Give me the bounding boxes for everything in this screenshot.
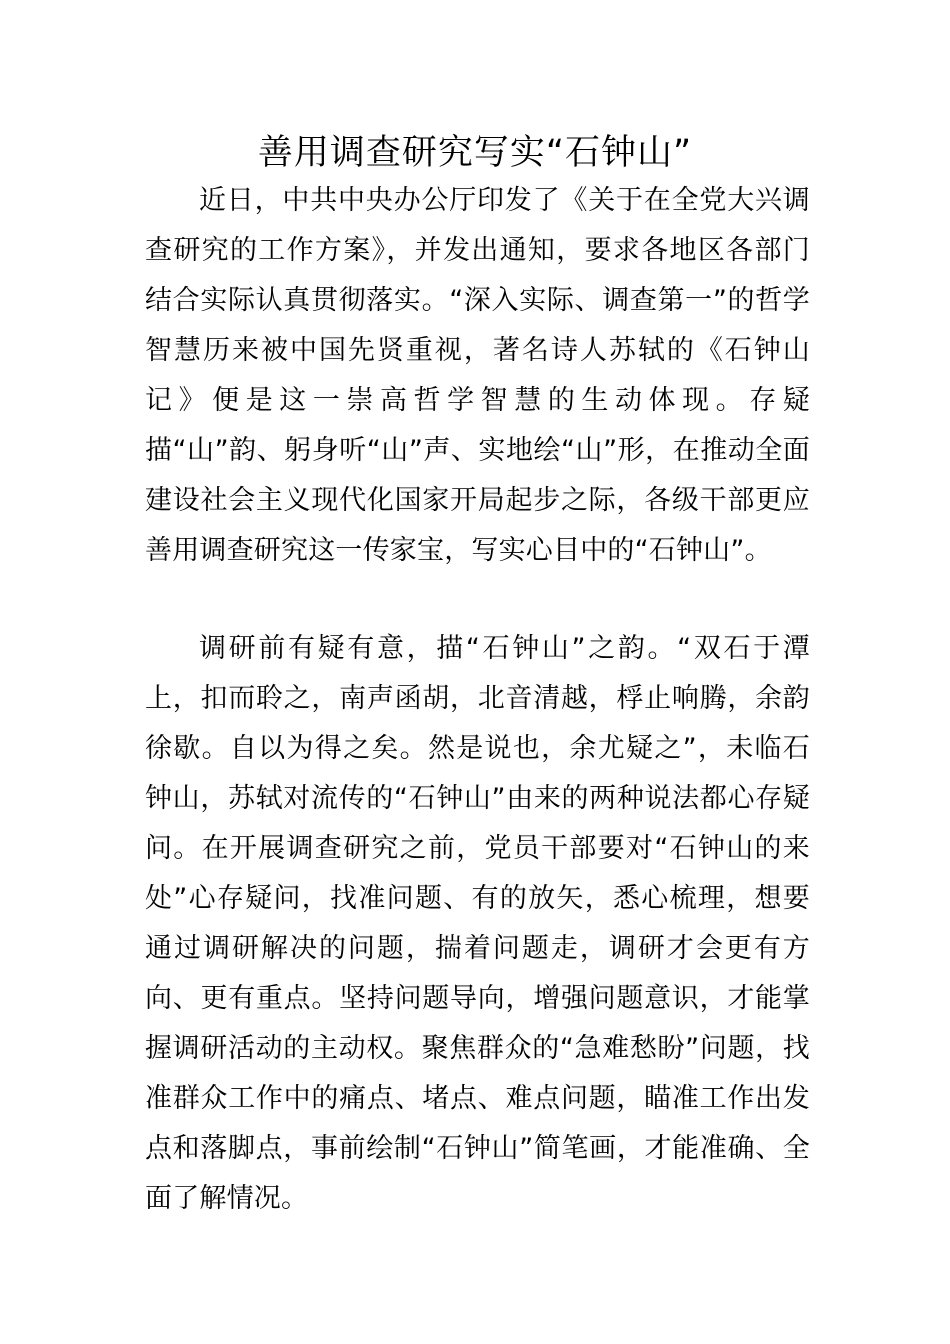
paragraph-intro: 近日，中共中央办公厅印发了《关于在全党大兴调查研究的工作方案》，并发出通知，要求各地区各部门结合实际认真贯彻落实。“深入实际、调查第一”的哲学智慧历来被中国先贤重视，著名诗人苏轼的《石钟山记》便是这一崇高哲学智慧的生动体现。存疑描“山”韵、躬身听“山”声、实地绘“山”形，在推动全面建设社会主义现代化国家开局起步之际，各级干部更应善用调查研究这一传家宝，写实心目中的“石钟山”。 bbox=[145, 185, 810, 566]
paragraph-before-research: 调研前有疑有意，描“石钟山”之韵。“双石于潭上，扣而聆之，南声函胡，北音清越，桴止响腾，余韵徐歇。自以为得之矣。然是说也，余尤疑之”，未临石钟山，苏轼对流传的“石钟山”由来的两种说法都心存疑问。在开展调查研究之前，党员干部要对“石钟山的来处”心存疑问，找准问题、有的放矢，悉心梳理，想要通过调研解决的问题，揣着问题走，调研才会更有方向、更有重点。坚持问题导向，增强问题意识，才能掌握调研活动的主动权。聚焦群众的“急难愁盼”问题，找准群众工作中的痛点、堵点、难点问题，瞄准工作出发点和落脚点，事前绘制“石钟山”简笔画，才能准确、全面了解情况。 bbox=[145, 633, 810, 1214]
document-title: 善用调查研究写实“石钟山” bbox=[257, 133, 693, 173]
